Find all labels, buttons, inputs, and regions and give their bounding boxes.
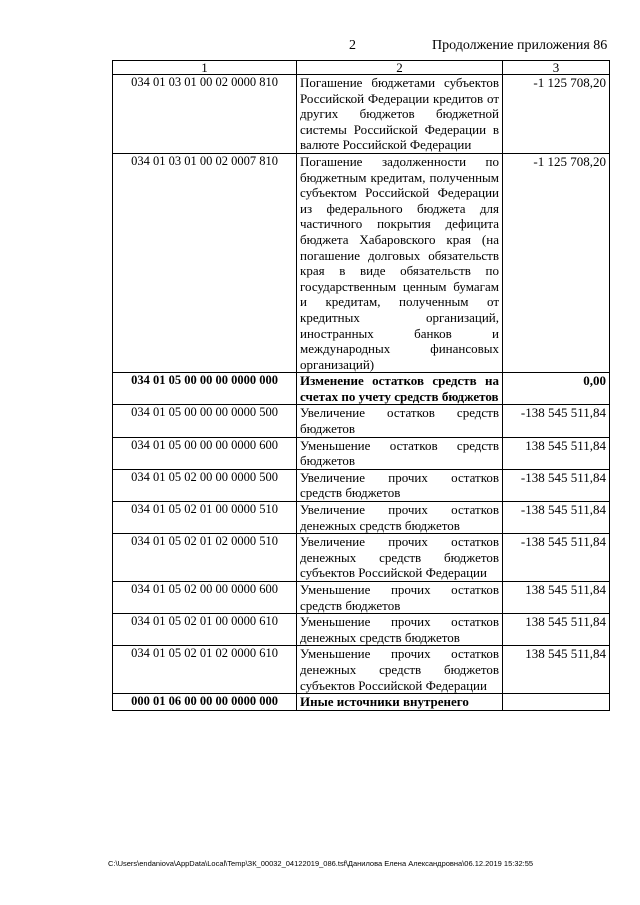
amount-cell: [503, 694, 610, 711]
description-cell: Уменьшение прочих остатков денежных средств бюджетов: [297, 614, 503, 646]
description-cell: Иные источники внутренего: [297, 694, 503, 711]
amount-cell: 138 545 511,84: [503, 437, 610, 469]
description-cell: Уменьшение остатков средств бюджетов: [297, 437, 503, 469]
amount-cell: -1 125 708,20: [503, 153, 610, 372]
description-cell: Уменьшение прочих остатков средств бюджетов: [297, 582, 503, 614]
table-row: [113, 469, 610, 501]
table-row: [113, 75, 610, 154]
code-cell: 034 01 05 02 00 00 0000 500: [113, 469, 297, 501]
amount-cell: -1 125 708,20: [503, 75, 610, 154]
description-cell: Погашение бюджетами субъектов Российской Федерации кредитов от других бюджетов бюджетной системы Российской Федерации в валюте Российской Федерации: [297, 75, 503, 154]
code-cell: 034 01 05 00 00 00 0000 600: [113, 437, 297, 469]
description-cell: Изменение остатков средств на счетах по учету средств бюджетов: [297, 373, 503, 405]
table-row: [113, 153, 610, 372]
table-row: [113, 437, 610, 469]
table-row: [113, 373, 610, 405]
amount-cell: -138 545 511,84: [503, 469, 610, 501]
column-number: 2: [297, 61, 503, 75]
sources-table: [112, 60, 610, 711]
column-number: 1: [113, 61, 297, 75]
column-number-row: [113, 61, 610, 75]
amount-cell: -138 545 511,84: [503, 534, 610, 582]
table-row: [113, 405, 610, 437]
amount-cell: 0,00: [503, 373, 610, 405]
code-cell: 034 01 05 02 01 02 0000 610: [113, 646, 297, 694]
code-cell: 034 01 05 02 01 00 0000 510: [113, 502, 297, 534]
table-row: [113, 582, 610, 614]
page-number: 2: [349, 38, 356, 53]
file-path-footer: C:\Users\endaniova\AppData\Local\Temp\ЗК_00032_04122019_086.tsf\Данилова Елена Александровна\06.12.2019 15:32:55: [108, 859, 534, 868]
amount-cell: -138 545 511,84: [503, 405, 610, 437]
description-cell: Погашение задолженности по бюджетным кредитам, полученным субъектом Российской Федерации из федерального бюджета для частичного покрытия дефицита бюджета Хабаровского края (на погашение долговых обязательств края в виде обязательств по государственным ценным бумагам и кредитам, полученным от кредитных организаций, иностранных банков и международных финансовых организаций): [297, 153, 503, 372]
code-cell: 034 01 05 00 00 00 0000 500: [113, 405, 297, 437]
amount-cell: -138 545 511,84: [503, 502, 610, 534]
code-cell: 034 01 05 02 00 00 0000 600: [113, 582, 297, 614]
code-cell: 034 01 03 01 00 02 0007 810: [113, 153, 297, 372]
code-cell: 034 01 05 02 01 02 0000 510: [113, 534, 297, 582]
amount-cell: 138 545 511,84: [503, 614, 610, 646]
description-cell: Увеличение прочих остатков денежных средств бюджетов субъектов Российской Федерации: [297, 534, 503, 582]
description-cell: Увеличение остатков средств бюджетов: [297, 405, 503, 437]
description-cell: Увеличение прочих остатков средств бюджетов: [297, 469, 503, 501]
amount-cell: 138 545 511,84: [503, 582, 610, 614]
table-row: [113, 694, 610, 711]
page-title: Продолжение приложения 86: [432, 38, 608, 53]
table-row: [113, 646, 610, 694]
description-cell: Уменьшение прочих остатков денежных средств бюджетов субъектов Российской Федерации: [297, 646, 503, 694]
table-row: [113, 534, 610, 582]
table-row: [113, 502, 610, 534]
amount-cell: 138 545 511,84: [503, 646, 610, 694]
column-number: 3: [503, 61, 610, 75]
code-cell: 034 01 05 02 01 00 0000 610: [113, 614, 297, 646]
code-cell: 034 01 05 00 00 00 0000 000: [113, 373, 297, 405]
table-row: [113, 614, 610, 646]
description-cell: Увеличение прочих остатков денежных средств бюджетов: [297, 502, 503, 534]
code-cell: 000 01 06 00 00 00 0000 000: [113, 694, 297, 711]
code-cell: 034 01 03 01 00 02 0000 810: [113, 75, 297, 154]
